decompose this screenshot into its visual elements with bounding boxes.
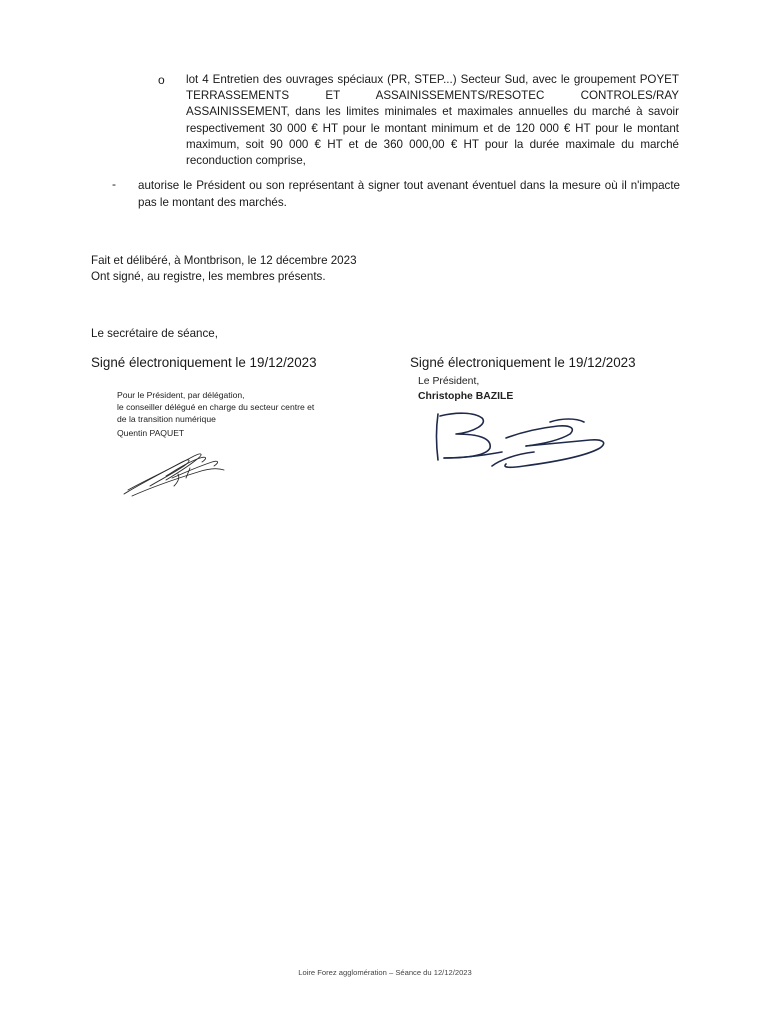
president-name: Christophe BAZILE	[418, 391, 514, 402]
fait-et-delibere	[91, 253, 357, 284]
left-signature-icon	[120, 448, 230, 502]
president-block	[418, 374, 513, 404]
ont-signe-line: Ont signé, au registre, les membres présents.	[91, 269, 326, 283]
delegate-name: Quentin PAQUET	[117, 428, 185, 439]
right-signature-heading: Signé électroniquement le 19/12/2023	[410, 355, 636, 370]
list-dash: -	[112, 177, 116, 191]
right-signature-icon	[430, 408, 615, 478]
delegation-line-3: de la transition numérique	[117, 413, 216, 424]
lot-4-text: lot 4 Entretien des ouvrages spéciaux (PR, STEP...) Secteur Sud, avec le groupement POYET TERRASSEMENTS ET ASSAINISSEMENTS/RESOTEC CONTROLES/RAY ASSAINISSEMENT, dans les limites minimales et maximales annuelles du marché à savoir respectivement 30 000 € HT pour le montant minimum et de 120 000 € HT pour le montant maximum, soit 90 000 € HT et de 360 000,00 € HT pour la durée maximale du marché reconduction comprise,	[186, 73, 679, 168]
delegation-block	[117, 390, 314, 440]
delegation-line-1: Pour le Président, par délégation,	[117, 390, 245, 400]
autorisation-text: autorise le Président ou son représentant à signer tout avenant éventuel dans la mesure où il n'impacte pas le montant des marchés.	[138, 179, 680, 209]
fait-line: Fait et délibéré, à Montbrison, le 12 décembre 2023	[91, 254, 357, 267]
left-signature-heading: Signé électroniquement le 19/12/2023	[91, 355, 317, 370]
list-bullet: o	[158, 73, 165, 87]
delegation-line-2: le conseiller délégué en charge du secteur centre et	[117, 401, 315, 412]
secretaire-label: Le secrétaire de séance,	[91, 327, 218, 340]
president-title: Le Président,	[418, 376, 480, 387]
page-footer: Loire Forez agglomération – Séance du 12/12/2023	[298, 968, 472, 977]
